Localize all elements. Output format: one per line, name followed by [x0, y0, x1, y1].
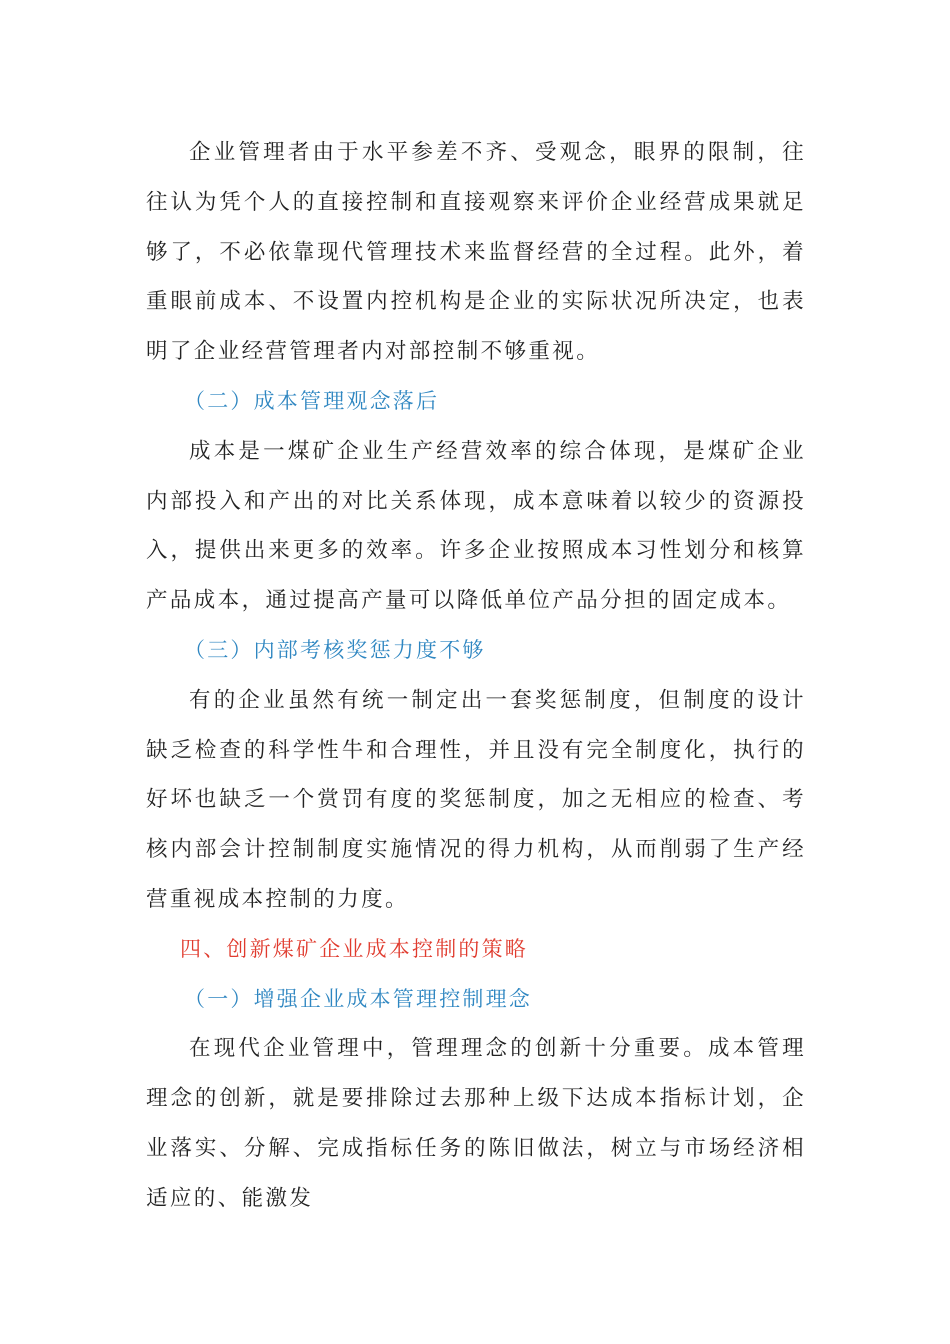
subheading-assessment-insufficient: （三）内部考核奖惩力度不够 — [184, 637, 486, 662]
paragraph-assessment: 有的企业虽然有统一制定出一套奖惩制度，但制度的设计缺乏检查的科学性牛和合理性，并且没有完全制度化，执行的好坏也缺乏一个赏罚有度的奖惩制度，加之无相应的检查、考核内部会计控制制度实施情况的得力机构，从而削弱了生产经营重视成本控制的力度。 — [146, 687, 806, 912]
paragraph-cost-concept: 成本是一煤矿企业生产经营效率的综合体现，是煤矿企业内部投入和产出的对比关系体现，成本意味着以较少的资源投入，提供出来更多的效率。许多企业按照成本习性划分和核算产品成本，通过提高产量可以降低单位产品分担的固定成本。 — [146, 438, 806, 614]
subheading-strengthen-concept: （一）增强企业成本管理控制理念 — [184, 986, 532, 1011]
subheading-cost-concept-outdated: （二）成本管理观念落后 — [184, 388, 440, 413]
section-heading-innovation-strategy: 四、创新煤矿企业成本控制的策略 — [180, 936, 528, 961]
paragraph-management-awareness: 企业管理者由于水平参差不齐、受观念，眼界的限制，往往认为凭个人的直接控制和直接观察来评价企业经营成果就足够了，不必依靠现代管理技术来监督经营的全过程。此外，着重眼前成本、不设置内控机构是企业的实际状况所决定，也表明了企业经营管理者内对部控制不够重视。 — [146, 140, 806, 365]
paragraph-concept-innovation: 在现代企业管理中，管理理念的创新十分重要。成本管理理念的创新，就是要排除过去那种上级下达成本指标计划，企业落实、分解、完成指标任务的陈旧做法，树立与市场经济相适应的、能激发 — [146, 1036, 806, 1211]
document-body — [146, 128, 806, 1224]
